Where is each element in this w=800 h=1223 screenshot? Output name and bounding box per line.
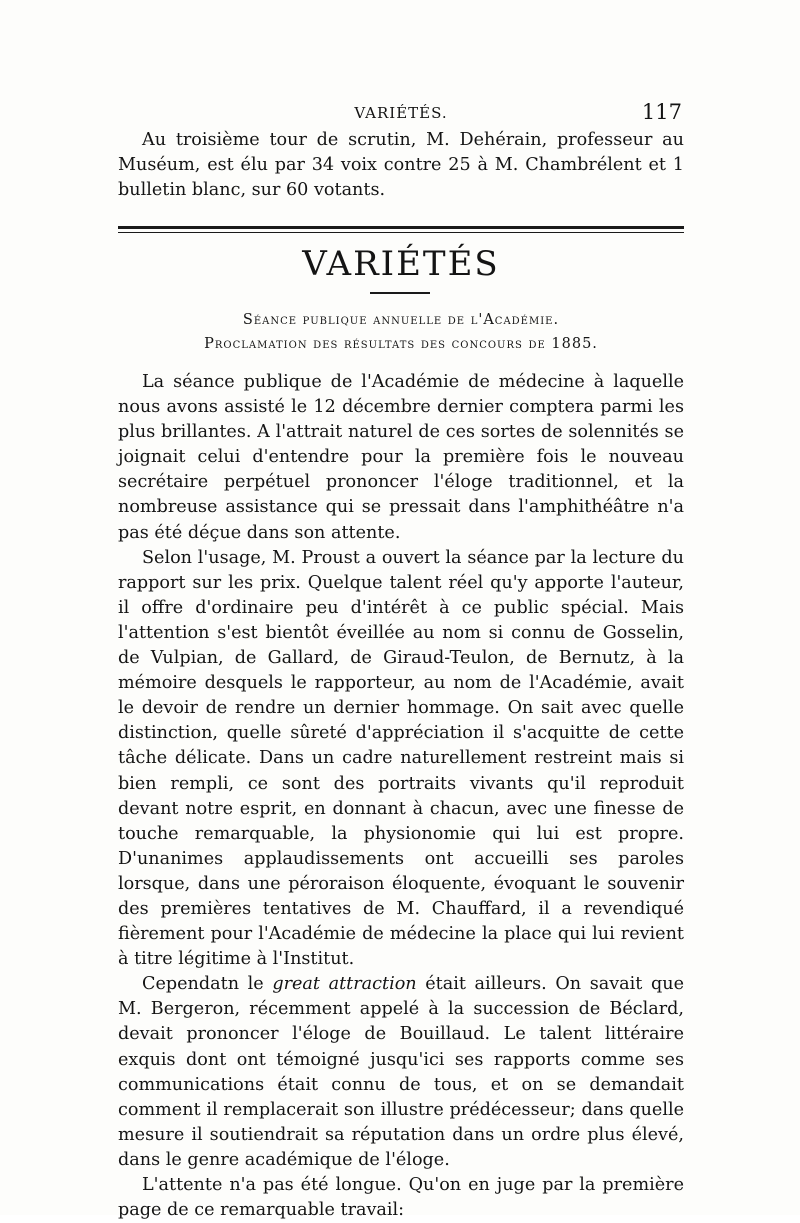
page-number: 117 <box>641 100 682 124</box>
paragraph-4: L'attente n'a pas été longue. Qu'on en juge par la première page de ce remarquable travail: <box>118 1175 684 1221</box>
carryover-paragraph: Au troisième tour de scrutin, M. Dehérain, professeur au Muséum, est élu par 34 voix contre 25 à M. Chambrélent et 1 bulletin blanc, sur 60 votants. <box>118 130 684 201</box>
subheading-line-1: Séance publique annuelle de l'Académie. <box>242 312 560 328</box>
paragraph-3-end: était ailleurs. On savait que M. Bergeron, récemment appelé à la succession de Béclard, devait prononcer l'éloge de Bouillaud. Le talent littéraire exquis dont ont témoigné jusqu'ici ses rapports comme ses communications était connu de tous, et on se demandait comment il remplacerait son illustre prédécesseur; dans quelle mesure il soutiendrait sa réputation dans un ordre plus élevé, dans le genre académique de l'éloge. <box>118 974 684 1170</box>
paragraph-2: Selon l'usage, M. Proust a ouvert la séance par la lecture du rapport sur les prix. Quelque talent réel qu'y apporte l'auteur, il offre d'ordinaire peu d'intérêt à ce public spécial. Mais l'attention s'est bientôt éveillée au nom si connu de Gosselin, de Vulpian, de Gallard, de Giraud-Teulon, de Bernutz, à la mémoire desquels le rapporteur, au nom de l'Académie, avait le devoir de rendre un dernier hommage. On sait avec quelle distinction, quelle sûreté d'appréciation il s'acquitte de cette tâche délicate. Dans un cadre naturellement restreint mais si bien rempli, ce sont des portraits vivants qu'il reproduit devant notre esprit, en donnant à chacun, avec une finesse de touche remarquable, la physionomie qui lui est propre. D'unanimes applaudissements ont accueilli ses paroles lorsque, dans une péroraison éloquente, évoquant le souvenir des premières tentatives de M. Chauffard, il a revendiqué fièrement pour l'Académie de médecine la place qui lui revient à titre légitime à l'Institut. <box>118 547 684 970</box>
paragraph-3-italic: great attraction <box>272 974 417 995</box>
paragraph-3 <box>118 972 684 1173</box>
section-title: VARIÉTÉS <box>302 244 500 284</box>
article-body <box>118 370 684 1223</box>
running-title: VARIÉTÉS. <box>354 104 448 122</box>
section-divider <box>118 226 684 235</box>
subheading-line-2: Proclamation des résultats des concours de 1885. <box>204 336 598 352</box>
title-underline <box>370 292 430 294</box>
page-header <box>118 100 684 128</box>
carryover-paragraph-block <box>118 128 684 203</box>
divider-thick-line <box>118 226 684 229</box>
paragraph-3-start: Cependatn le <box>142 974 273 995</box>
paragraph-1: La séance publique de l'Académie de médecine à laquelle nous avons assisté le 12 décembre dernier comptera parmi les plus brillantes. A l'attrait naturel de ces sortes de solennités se joignait celui d'entendre pour la première fois le nouveau secrétaire perpétuel prononcer l'éloge traditionnel, et la nombreuse assistance qui se pressait dans l'amphithéâtre n'a pas été déçue dans son attente. <box>118 372 684 543</box>
divider-thin-line <box>118 232 684 233</box>
